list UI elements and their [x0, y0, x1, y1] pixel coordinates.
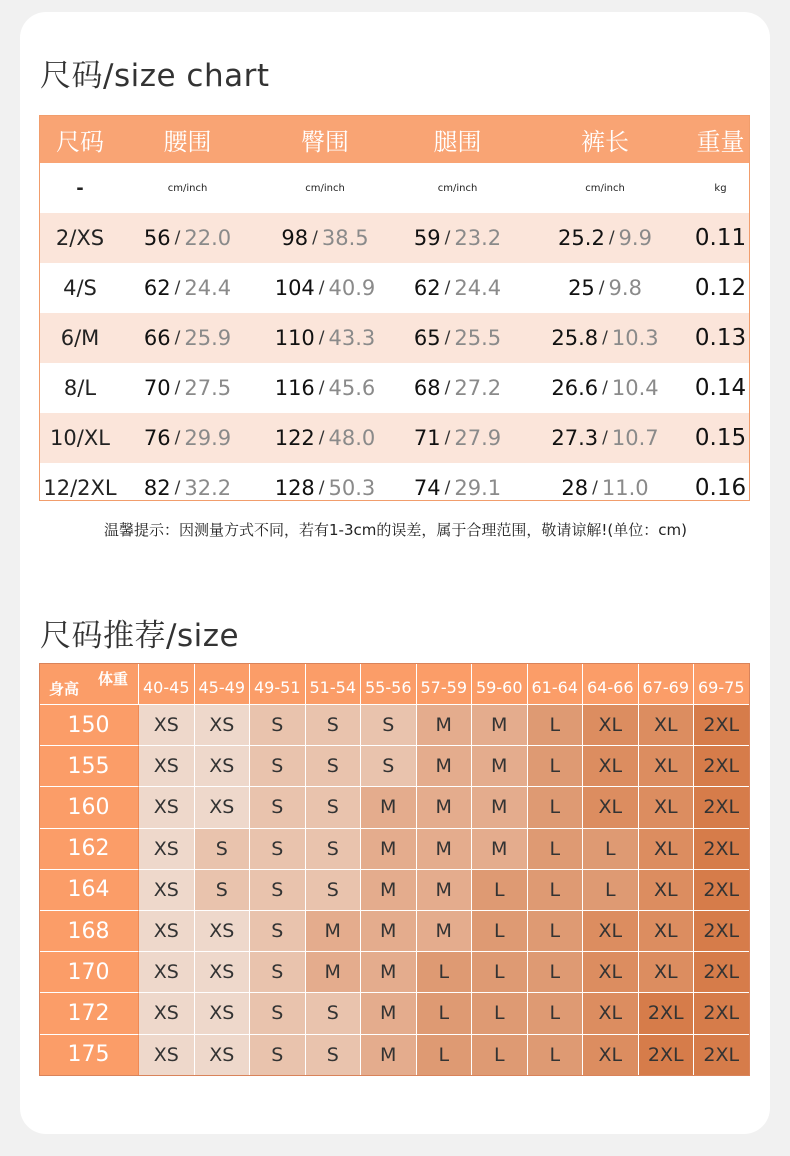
header-cell: 臀围 [301, 128, 349, 156]
size-chart-row [40, 313, 749, 363]
measurement-note: 温馨提示：因测量方式不同，若有1-3cm的误差，属于合理范围，敬请谅解!(单位：cm) [104, 521, 687, 539]
recommended-size-cell: XS [195, 993, 251, 1034]
thigh-value [395, 263, 520, 313]
separator: / [602, 428, 608, 448]
height-row-header: 168 [39, 911, 139, 952]
recommended-size-cell: S [361, 746, 417, 787]
recommended-size-cell: 2XL [694, 705, 750, 746]
separator: / [174, 278, 181, 298]
size-label: 6/M [60, 326, 100, 350]
weight-value: 0.15 [694, 425, 747, 451]
hip-value [255, 263, 395, 313]
recommended-size-cell: M [361, 787, 417, 828]
recommended-size-cell: XL [583, 787, 639, 828]
cm-value: 62 [413, 276, 441, 300]
cm-value: 26.6 [551, 376, 599, 400]
thigh-value [395, 213, 520, 263]
separator: / [312, 228, 318, 248]
inch-value: 29.1 [454, 476, 502, 500]
inch-value: 24.4 [454, 276, 502, 300]
recommended-size-cell: S [250, 829, 306, 870]
recommended-size-cell: XL [639, 705, 695, 746]
recommended-size-cell: XS [195, 746, 251, 787]
inch-value: 22.0 [184, 226, 232, 250]
hip-value [255, 313, 395, 363]
cm-value: 56 [143, 226, 171, 250]
recommended-size-cell: S [250, 870, 306, 911]
recommended-size-cell: XS [195, 911, 251, 952]
height-row-header: 172 [39, 993, 139, 1034]
recommended-size-cell: S [306, 870, 362, 911]
recommended-size-cell: XS [139, 746, 195, 787]
separator: / [444, 428, 451, 448]
waist-value [120, 363, 255, 413]
recommended-size-cell: L [583, 829, 639, 870]
waist-value [120, 413, 255, 463]
length-value [520, 213, 690, 263]
recommended-size-cell: 2XL [694, 787, 750, 828]
cm-value: 68 [413, 376, 441, 400]
corner-cell [39, 663, 139, 705]
recommended-size-cell: M [417, 870, 473, 911]
recommended-size-cell: M [361, 993, 417, 1034]
length-value [520, 413, 690, 463]
recommended-size-cell: L [417, 1035, 473, 1076]
waist-value [120, 463, 255, 501]
cm-value: 70 [143, 376, 171, 400]
weight-range-header: 61-64 [528, 663, 584, 705]
recommended-size-cell: L [472, 911, 528, 952]
recommended-size-cell: 2XL [694, 1035, 750, 1076]
recommended-size-cell: S [250, 911, 306, 952]
cm-value: 28 [561, 476, 589, 500]
recommended-size-cell: 2XL [694, 911, 750, 952]
cm-value: 25.8 [551, 326, 599, 350]
recommended-size-cell: L [472, 993, 528, 1034]
weight-range-header: 59-60 [472, 663, 528, 705]
recommended-size-cell: XS [195, 952, 251, 993]
recommended-size-cell: XL [639, 787, 695, 828]
weight-axis-label: 体重 [97, 670, 128, 688]
recommended-size-cell: L [472, 870, 528, 911]
cm-value: 25.2 [558, 226, 605, 250]
recommended-size-cell: XL [639, 746, 695, 787]
recommended-size-cell: XL [639, 829, 695, 870]
recommended-size-cell: M [417, 746, 473, 787]
recommended-size-cell: S [250, 787, 306, 828]
recommended-size-cell: S [306, 746, 362, 787]
hip-value [255, 463, 395, 501]
size-chart-row [40, 263, 749, 313]
inch-value: 27.2 [454, 376, 502, 400]
size-chart-row [40, 413, 749, 463]
weight-range-header: 40-45 [139, 663, 195, 705]
height-row-header: 155 [39, 746, 139, 787]
weight-range-header: 51-54 [306, 663, 362, 705]
recommended-size-cell: 2XL [639, 993, 695, 1034]
separator: / [592, 478, 598, 498]
length-value [520, 463, 690, 501]
recommended-size-cell: XL [583, 993, 639, 1034]
weight-range-header: 57-59 [417, 663, 473, 705]
recommended-size-cell: S [361, 705, 417, 746]
inch-value: 11.0 [601, 476, 649, 500]
recommended-size-cell: XS [195, 1035, 251, 1076]
separator: / [318, 278, 325, 298]
recommended-size-cell: L [528, 1035, 584, 1076]
thigh-value [395, 313, 520, 363]
inch-value: 9.9 [618, 226, 652, 250]
recommended-size-cell: XS [195, 705, 251, 746]
hip-value [255, 213, 395, 263]
separator: / [318, 378, 325, 398]
recommended-size-cell: L [528, 993, 584, 1034]
recommended-size-cell: L [417, 993, 473, 1034]
size-label: 8/L [63, 376, 97, 400]
size-recommend-table [39, 663, 750, 1076]
weight-value: 0.13 [694, 325, 747, 351]
recommended-size-cell: XS [139, 952, 195, 993]
separator: / [444, 328, 451, 348]
recommended-size-cell: S [195, 829, 251, 870]
hip-value [255, 363, 395, 413]
recommended-size-cell: S [195, 870, 251, 911]
separator: / [444, 378, 451, 398]
recommended-size-cell: L [528, 870, 584, 911]
size-label: 10/XL [50, 426, 110, 450]
recommended-size-cell: S [306, 1035, 362, 1076]
weight-range-header: 49-51 [250, 663, 306, 705]
inch-value: 24.4 [184, 276, 232, 300]
unit-cell: cm/inch [437, 182, 478, 194]
recommended-size-cell: L [528, 746, 584, 787]
separator: / [444, 478, 451, 498]
recommended-size-cell: M [417, 787, 473, 828]
recommended-size-cell: XS [139, 705, 195, 746]
cm-value: 66 [143, 326, 171, 350]
recommended-size-cell: XL [639, 952, 695, 993]
size-chart-table [39, 115, 750, 501]
height-axis-label: 身高 [49, 680, 80, 698]
separator: / [174, 228, 181, 248]
size-chart-title: 尺码/size chart [40, 58, 270, 94]
recommended-size-cell: M [472, 705, 528, 746]
height-row-header: 162 [39, 829, 139, 870]
separator: / [444, 228, 451, 248]
weight-value: 0.11 [694, 225, 747, 251]
weight-value: 0.16 [694, 475, 747, 501]
separator: / [174, 428, 181, 448]
separator: / [444, 278, 451, 298]
recommended-size-cell: S [306, 993, 362, 1034]
waist-value [120, 263, 255, 313]
weight-range-header: 55-56 [361, 663, 417, 705]
recommended-size-cell: S [250, 1035, 306, 1076]
height-row-header: 175 [39, 1035, 139, 1076]
length-value [520, 313, 690, 363]
recommended-size-cell: 2XL [694, 952, 750, 993]
recommended-size-cell: XL [583, 705, 639, 746]
recommended-size-cell: XL [583, 952, 639, 993]
inch-value: 50.3 [328, 476, 376, 500]
height-row-header: 170 [39, 952, 139, 993]
cm-value: 82 [143, 476, 171, 500]
weight-range-header: 45-49 [195, 663, 251, 705]
recommended-size-cell: S [306, 829, 362, 870]
inch-value: 27.9 [454, 426, 502, 450]
recommended-size-cell: M [361, 911, 417, 952]
cm-value: 74 [413, 476, 441, 500]
recommended-size-cell: L [583, 870, 639, 911]
height-row-header: 164 [39, 870, 139, 911]
thigh-value [395, 463, 520, 501]
length-value [520, 263, 690, 313]
inch-value: 32.2 [184, 476, 232, 500]
inch-value: 10.3 [611, 326, 659, 350]
cm-value: 104 [274, 276, 315, 300]
recommended-size-cell: XS [139, 829, 195, 870]
inch-value: 38.5 [321, 226, 369, 250]
recommended-size-cell: S [306, 705, 362, 746]
cm-value: 110 [274, 326, 315, 350]
recommended-size-cell: XS [139, 787, 195, 828]
header-cell: 腿围 [433, 128, 482, 156]
header-cell: 尺码 [56, 128, 104, 156]
recommended-size-cell: M [472, 787, 528, 828]
size-label: 4/S [63, 276, 97, 300]
inch-value: 29.9 [184, 426, 232, 450]
recommended-size-cell: XS [139, 993, 195, 1034]
recommended-size-cell: M [361, 829, 417, 870]
recommended-size-cell: XS [139, 911, 195, 952]
inch-value: 40.9 [328, 276, 376, 300]
weight-value: 0.14 [694, 375, 747, 401]
inch-value: 48.0 [328, 426, 376, 450]
recommended-size-cell: XL [583, 1035, 639, 1076]
inch-value: 25.9 [184, 326, 232, 350]
separator: / [318, 328, 325, 348]
recommended-size-cell: L [472, 1035, 528, 1076]
separator: / [174, 478, 181, 498]
size-chart-units-row [40, 163, 749, 213]
inch-value: 23.2 [454, 226, 502, 250]
waist-value [120, 313, 255, 363]
recommended-size-cell: S [306, 787, 362, 828]
cm-value: 62 [143, 276, 171, 300]
separator: / [602, 378, 608, 398]
cm-value: 76 [143, 426, 171, 450]
size-chart-header-row [40, 116, 749, 163]
cm-value: 122 [274, 426, 315, 450]
weight-range-header: 69-75 [694, 663, 750, 705]
header-cell: 裤长 [581, 128, 629, 156]
recommended-size-cell: XL [639, 870, 695, 911]
recommended-size-cell: 2XL [694, 993, 750, 1034]
size-chart-row [40, 363, 749, 413]
recommended-size-cell: M [361, 870, 417, 911]
inch-value: 9.8 [608, 276, 642, 300]
recommended-size-cell: M [361, 1035, 417, 1076]
recommended-size-cell: 2XL [694, 746, 750, 787]
recommended-size-cell: M [417, 911, 473, 952]
unit-cell: cm/inch [305, 182, 345, 194]
recommended-size-cell: M [417, 705, 473, 746]
size-chart-row [40, 213, 749, 263]
inch-value: 45.6 [328, 376, 376, 400]
recommended-size-cell: M [472, 829, 528, 870]
recommended-size-cell: L [528, 705, 584, 746]
unit-cell: cm/inch [167, 182, 208, 194]
separator: / [608, 228, 615, 248]
recommended-size-cell: S [250, 993, 306, 1034]
thigh-value [395, 363, 520, 413]
recommended-size-cell: XL [583, 746, 639, 787]
waist-value [120, 213, 255, 263]
inch-value: 25.5 [454, 326, 502, 350]
length-value [520, 363, 690, 413]
unit-cell: - [76, 177, 84, 199]
recommended-size-cell: L [528, 787, 584, 828]
cm-value: 71 [413, 426, 441, 450]
hip-value [255, 413, 395, 463]
recommended-size-cell: L [472, 952, 528, 993]
recommended-size-cell: XS [195, 787, 251, 828]
recommended-size-cell: L [528, 952, 584, 993]
recommended-size-cell: XS [139, 1035, 195, 1076]
recommended-size-cell: L [528, 911, 584, 952]
recommended-size-cell: M [306, 911, 362, 952]
recommended-size-cell: 2XL [639, 1035, 695, 1076]
cm-value: 98 [281, 226, 309, 250]
recommended-size-cell: L [528, 829, 584, 870]
separator: / [598, 278, 605, 298]
size-chart-row [40, 463, 749, 501]
separator: / [602, 328, 608, 348]
inch-value: 27.5 [184, 376, 232, 400]
cm-value: 65 [413, 326, 441, 350]
size-recommend-title: 尺码推荐/size [40, 618, 240, 654]
recommended-size-cell: L [417, 952, 473, 993]
inch-value: 10.4 [611, 376, 659, 400]
recommended-size-cell: XL [583, 911, 639, 952]
recommended-size-cell: M [361, 952, 417, 993]
header-cell: 腰围 [163, 128, 212, 156]
recommended-size-cell: 2XL [694, 870, 750, 911]
recommended-size-cell: 2XL [694, 829, 750, 870]
recommended-size-cell: S [250, 952, 306, 993]
recommended-size-cell: S [250, 705, 306, 746]
cm-value: 59 [413, 226, 441, 250]
thigh-value [395, 413, 520, 463]
inch-value: 43.3 [328, 326, 376, 350]
recommended-size-cell: XL [639, 911, 695, 952]
recommended-size-cell: XS [139, 870, 195, 911]
recommended-size-cell: S [250, 746, 306, 787]
separator: / [174, 378, 181, 398]
separator: / [174, 328, 181, 348]
recommended-size-cell: M [472, 746, 528, 787]
height-row-header: 160 [39, 787, 139, 828]
cm-value: 128 [274, 476, 315, 500]
cm-value: 27.3 [551, 426, 599, 450]
separator: / [318, 428, 325, 448]
height-row-header: 150 [39, 705, 139, 746]
cm-value: 25 [568, 276, 595, 300]
recommended-size-cell: M [417, 829, 473, 870]
size-label: 2/XS [55, 226, 105, 250]
size-label: 12/2XL [43, 476, 117, 500]
recommended-size-cell: M [306, 952, 362, 993]
inch-value: 10.7 [611, 426, 659, 450]
weight-value: 0.12 [694, 275, 747, 301]
weight-range-header: 64-66 [583, 663, 639, 705]
cm-value: 116 [274, 376, 315, 400]
unit-cell: cm/inch [585, 182, 625, 194]
unit-cell: kg [714, 182, 727, 194]
weight-range-header: 67-69 [639, 663, 695, 705]
separator: / [318, 478, 325, 498]
header-cell: 重量 [696, 128, 745, 156]
